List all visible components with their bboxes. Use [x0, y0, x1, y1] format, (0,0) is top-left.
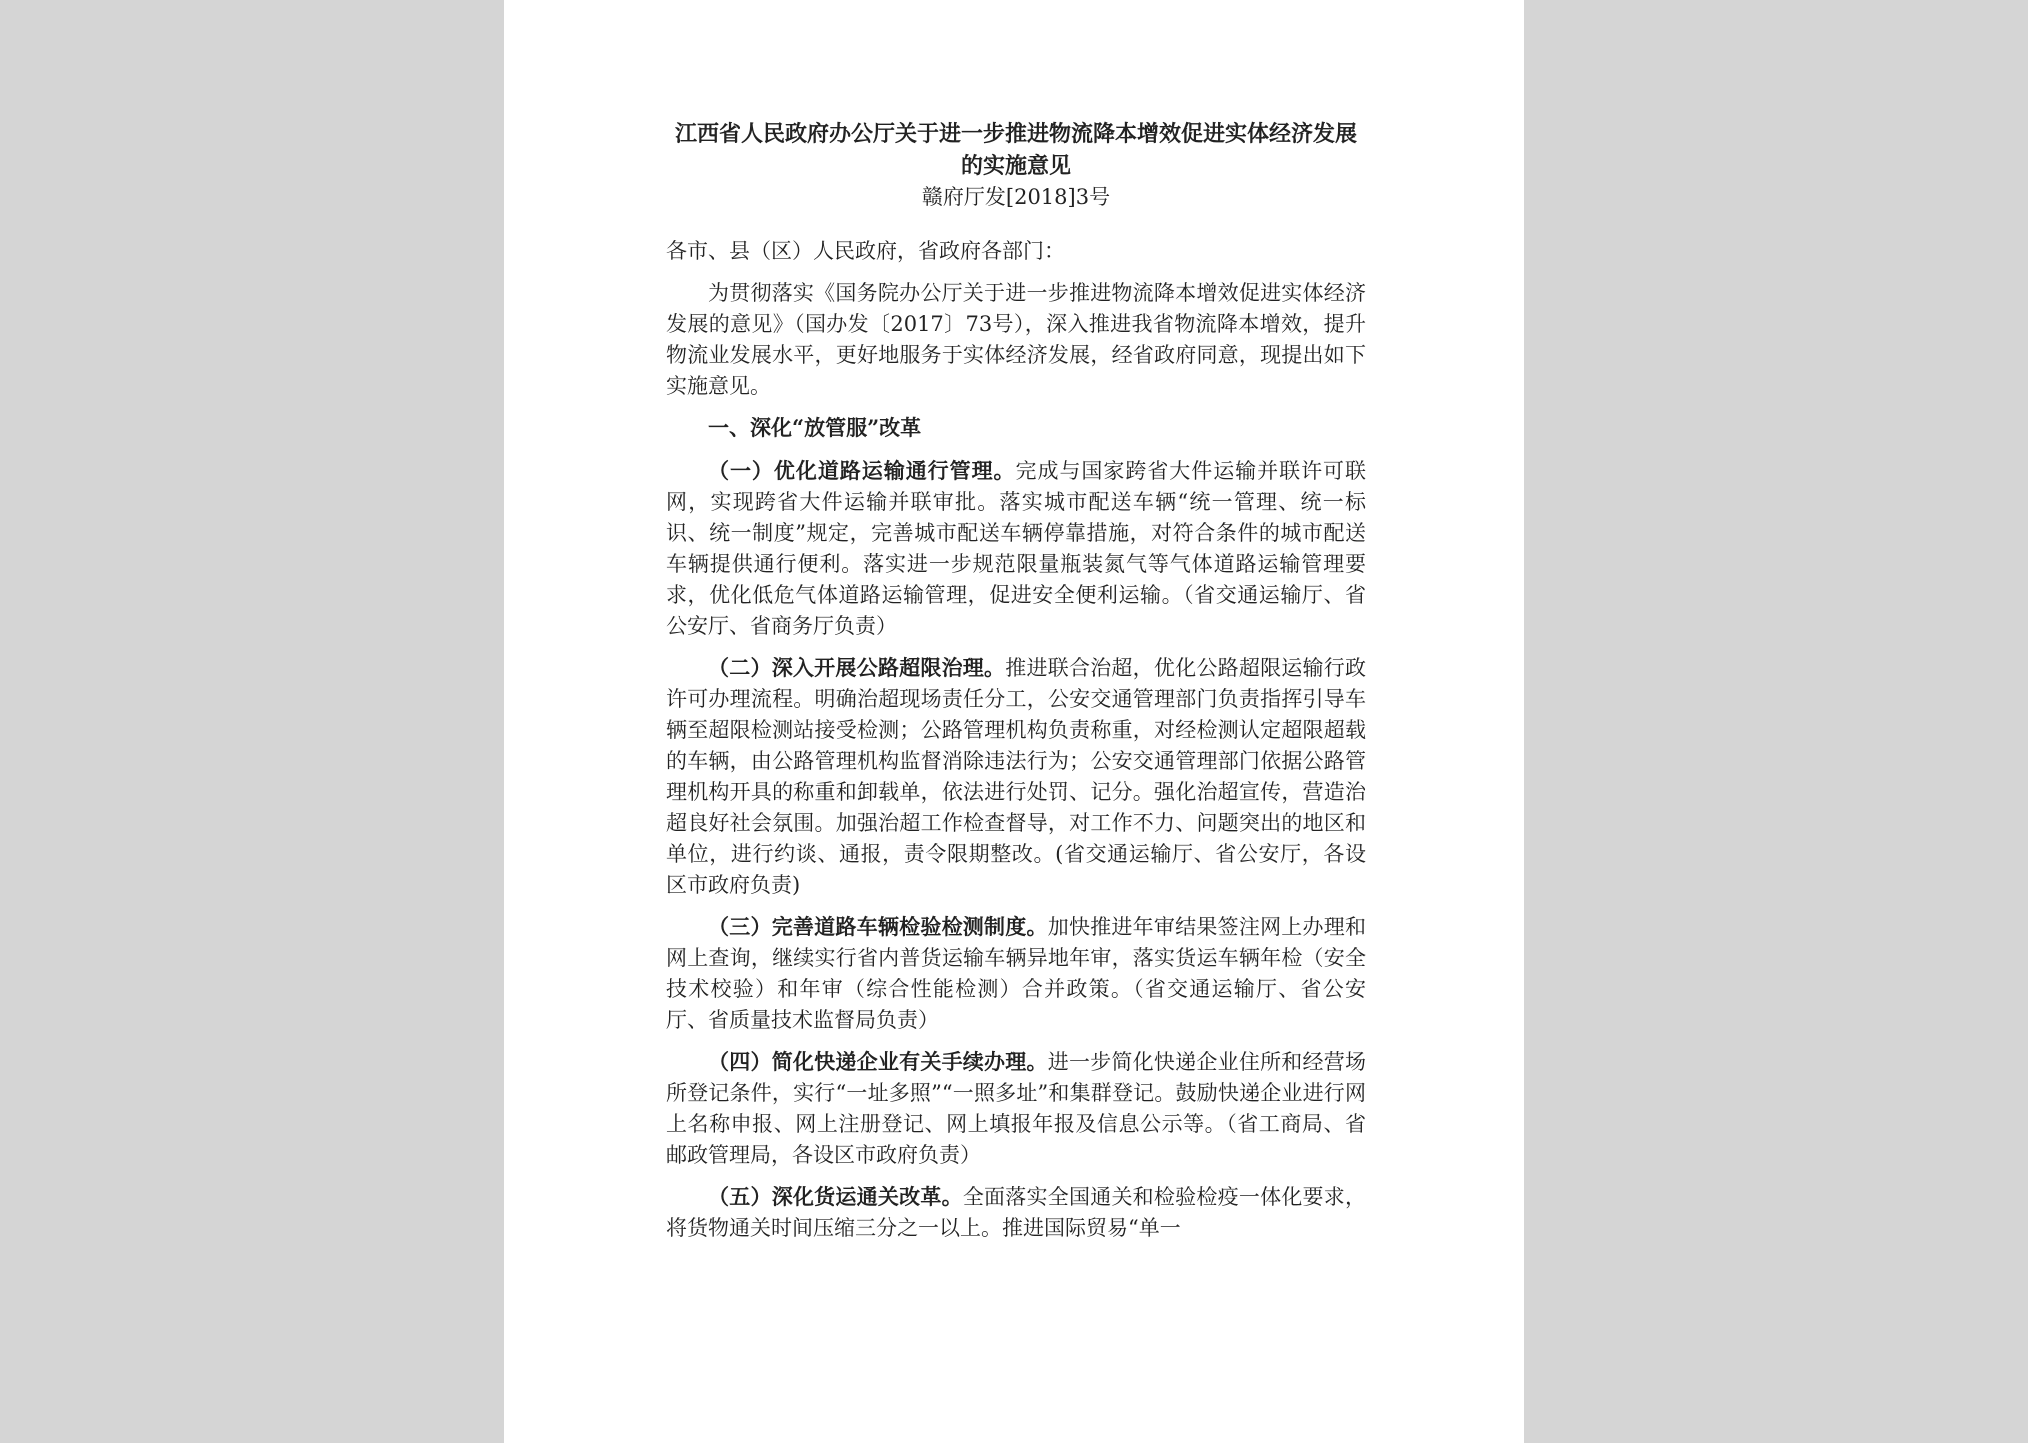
item-lead-2: （二）深入开展公路超限治理。	[708, 655, 1006, 680]
intro-paragraph: 为贯彻落实《国务院办公厅关于进一步推进物流降本增效促进实体经济发展的意见》（国办发〔2017〕73号），深入推进我省物流降本增效，提升物流业发展水平，更好地服务于实体经济发展，经省政府同意，现提出如下实施意见。	[666, 281, 1366, 398]
item-lead-4: （四）简化快递企业有关手续办理。	[708, 1049, 1048, 1074]
item-body-1: 完成与国家跨省大件运输并联许可联网，实现跨省大件运输并联审批。落实城市配送车辆“统一管理、统一标识、统一制度”规定，完善城市配送车辆停靠措施，对符合条件的城市配送车辆提供通行便利。落实进一步规范限量瓶装氮气等气体道路运输管理要求，优化低危气体道路运输管理，促进安全便利运输。（省交通运输厅、省公安厅、省商务厅负责）	[666, 459, 1367, 638]
item-body-2: 推进联合治超，优化公路超限运输行政许可办理流程。明确治超现场责任分工，公安交通管理部门负责指挥引导车辆至超限检测站接受检测；公路管理机构负责称重，对经检测认定超限超载的车辆，由公路管理机构监督消除违法行为；公安交通管理部门依据公路管理机构开具的称重和卸载单，依法进行处罚、记分。强化治超宣传，营造治超良好社会氛围。加强治超工作检查督导，对工作不力、问题突出的地区和单位，进行约谈、通报，责令限期整改。(省交通运输厅、省公安厅，各设区市政府负责)	[666, 656, 1366, 897]
item-paragraph-3	[666, 911, 1366, 1036]
salutation: 各市、县（区）人民政府，省政府各部门：	[666, 239, 1065, 263]
item-lead-5: （五）深化货运通关改革。	[708, 1184, 963, 1209]
item-paragraph-4	[666, 1046, 1366, 1171]
section-heading-1: 一、深化“放管服”改革	[708, 415, 922, 440]
document-number: 赣府厅发[2018]3号	[921, 185, 1111, 209]
item-lead-3: （三）完善道路车辆检验检测制度。	[708, 914, 1048, 939]
document-content	[666, 118, 1366, 1254]
item-paragraph-1	[666, 455, 1366, 642]
item-body-4: 进一步简化快递企业住所和经营场所登记条件，实行“一址多照”“一照多址”和集群登记。鼓励快递企业进行网上名称申报、网上注册登记、网上填报年报及信息公示等。（省工商局、省邮政管理局，各设区市政府负责）	[666, 1050, 1366, 1167]
item-body-5: 全面落实全国通关和检验检疫一体化要求，将货物通关时间压缩三分之一以上。推进国际贸易“单一	[666, 1185, 1367, 1240]
item-lead-1: （一）优化道路运输通行管理。	[708, 458, 1016, 483]
document-title: 江西省人民政府办公厅关于进一步推进物流降本增效促进实体经济发展的实施意见	[674, 121, 1357, 179]
item-paragraph-2	[666, 652, 1366, 901]
item-body-3: 加快推进年审结果签注网上办理和网上查询，继续实行省内普货运输车辆异地年审，落实货运车辆年检（安全技术校验）和年审（综合性能检测）合并政策。（省交通运输厅、省公安厅、省质量技术监督局负责）	[666, 915, 1366, 1032]
document-page	[504, 0, 1524, 1443]
item-paragraph-5	[666, 1181, 1366, 1244]
